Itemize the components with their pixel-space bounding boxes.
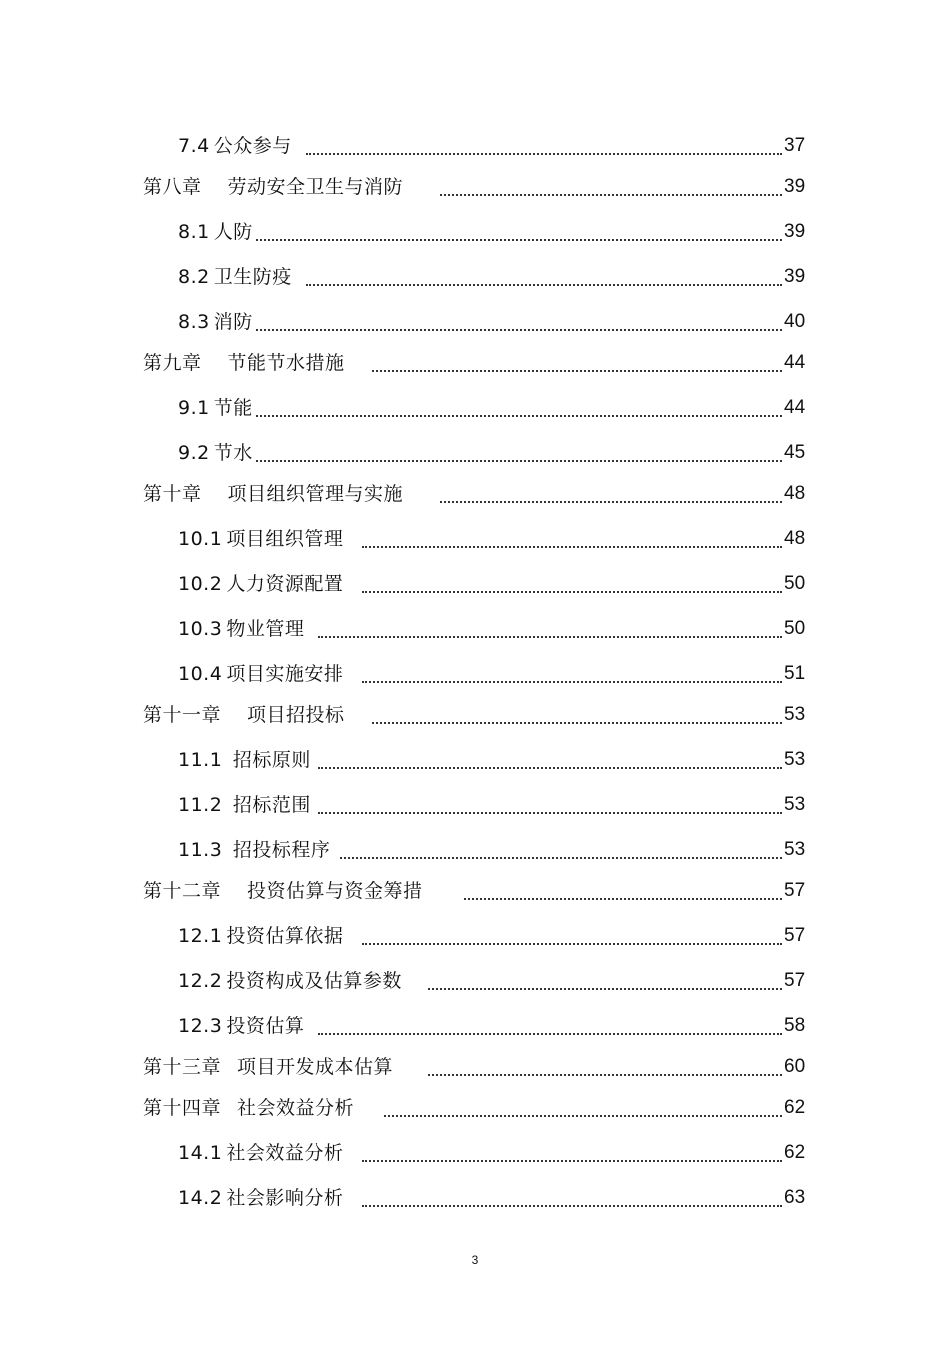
toc-entry-title: 社会影响分析 (226, 1187, 344, 1209)
dot-leader (362, 1205, 782, 1207)
toc-entry-label (143, 172, 403, 202)
toc-entry-number: 12.2 (178, 970, 223, 992)
toc-entry-label (178, 921, 343, 951)
toc-entry-number: 11.2 (178, 794, 223, 816)
toc-entry-page: 39 (784, 176, 806, 197)
toc-entry-page: 39 (784, 266, 806, 287)
toc-entry[interactable] (0, 131, 950, 161)
toc-entry-number: 9.2 (178, 442, 210, 464)
toc-entry-title: 消防 (213, 311, 253, 333)
toc-entry-page: 62 (784, 1097, 806, 1118)
toc-entry[interactable] (0, 1138, 950, 1168)
toc-entry-label (178, 966, 402, 996)
toc-entry[interactable] (0, 348, 950, 378)
toc-entry-title: 投资估算 (226, 1015, 305, 1037)
toc-entry-number: 8.1 (178, 221, 210, 243)
toc-entry-label (178, 790, 311, 820)
toc-entry-title: 招标原则 (232, 749, 311, 771)
toc-entry-page: 44 (784, 352, 806, 373)
dot-leader (256, 415, 782, 417)
toc-entry[interactable] (0, 524, 950, 554)
toc-entry-title: 投资估算与资金筹措 (247, 880, 423, 902)
toc-entry-label (143, 700, 345, 730)
toc-entry[interactable] (0, 966, 950, 996)
toc-entry-title: 投资估算依据 (226, 925, 344, 947)
dot-leader (362, 943, 782, 945)
toc-entry-label (178, 835, 330, 865)
toc-entry-label (178, 614, 304, 644)
toc-entry[interactable] (0, 172, 950, 202)
toc-entry[interactable] (0, 569, 950, 599)
toc-entry[interactable] (0, 393, 950, 423)
toc-entry-title: 节能节水措施 (227, 352, 345, 374)
dot-leader (306, 153, 782, 155)
toc-entry-label (143, 348, 345, 378)
toc-entry-number: 8.3 (178, 311, 210, 333)
toc-entry-page: 57 (784, 925, 806, 946)
toc-entry-label (178, 659, 343, 689)
toc-entry-title: 招标范围 (232, 794, 311, 816)
toc-entry-number: 第八章 (143, 176, 202, 198)
toc-entry-page: 50 (784, 573, 806, 594)
dot-leader (318, 1033, 782, 1035)
toc-entry-title: 物业管理 (226, 618, 305, 640)
toc-entry-page: 45 (784, 442, 806, 463)
toc-entry-number: 14.1 (178, 1142, 223, 1164)
toc-entry-number: 第十三章 (143, 1056, 222, 1078)
toc-entry-title: 项目组织管理 (226, 528, 344, 550)
dot-leader (384, 1115, 782, 1117)
toc-entry[interactable] (0, 262, 950, 292)
toc-entry-number: 10.3 (178, 618, 223, 640)
toc-entry-page: 51 (784, 663, 806, 684)
toc-entry-number: 12.1 (178, 925, 223, 947)
toc-entry-label (143, 876, 423, 906)
toc-entry[interactable] (0, 614, 950, 644)
toc-entry-number: 11.1 (178, 749, 223, 771)
toc-entry-title: 人力资源配置 (226, 573, 344, 595)
toc-entry[interactable] (0, 307, 950, 337)
toc-entry-title: 劳动安全卫生与消防 (227, 176, 404, 198)
dot-leader (362, 591, 782, 593)
toc-entry-label (178, 393, 253, 423)
toc-entry-page: 63 (784, 1187, 806, 1208)
toc-entry-number: 10.1 (178, 528, 223, 550)
toc-entry-page: 62 (784, 1142, 806, 1163)
toc-entry-number: 10.2 (178, 573, 223, 595)
toc-entry-page: 48 (784, 483, 806, 504)
toc-entry-label (178, 745, 311, 775)
toc-entry-page: 57 (784, 880, 806, 901)
toc-entry-page: 44 (784, 397, 806, 418)
toc-entry-label (143, 1052, 393, 1082)
toc-entry-page: 40 (784, 311, 806, 332)
toc-entry[interactable] (0, 876, 950, 906)
toc-entry-page: 53 (784, 749, 806, 770)
dot-leader (372, 370, 782, 372)
dot-leader (440, 194, 782, 196)
toc-entry-number: 9.1 (178, 397, 210, 419)
toc-entry-title: 招投标程序 (232, 839, 331, 861)
toc-entry-label (178, 438, 253, 468)
toc-entry-label (178, 307, 253, 337)
toc-entry-page: 48 (784, 528, 806, 549)
toc-entry-page: 39 (784, 221, 806, 242)
dot-leader (362, 681, 782, 683)
toc-entry-title: 社会效益分析 (237, 1097, 355, 1119)
toc-entry-title: 人防 (213, 221, 253, 243)
toc-entry-title: 项目实施安排 (226, 663, 344, 685)
dot-leader (318, 812, 782, 814)
toc-entry-page: 50 (784, 618, 806, 639)
toc-entry-number: 10.4 (178, 663, 223, 685)
toc-entry[interactable] (0, 921, 950, 951)
toc-entry-title: 节水 (213, 442, 253, 464)
toc-entry-label (178, 524, 343, 554)
toc-entry-page: 53 (784, 704, 806, 725)
toc-entry-label (178, 1138, 343, 1168)
toc-entry-label (143, 1093, 354, 1123)
toc-entry-number: 第十四章 (143, 1097, 222, 1119)
toc-entry[interactable] (0, 835, 950, 865)
toc-entry-label (178, 217, 253, 247)
toc-entry[interactable] (0, 700, 950, 730)
toc-entry-label (178, 131, 292, 161)
dot-leader (318, 767, 782, 769)
toc-entry-page: 53 (784, 839, 806, 860)
toc-entry-title: 项目招投标 (247, 704, 345, 726)
toc-entry-page: 53 (784, 794, 806, 815)
toc-entry-title: 卫生防疫 (213, 266, 292, 288)
toc-entry-number: 第十一章 (143, 704, 222, 726)
dot-leader (362, 1160, 782, 1162)
toc-entry-label (178, 262, 292, 292)
toc-entry-label (178, 1011, 304, 1041)
toc-entry-page: 37 (784, 135, 806, 156)
toc-entry-number: 7.4 (178, 135, 210, 157)
toc-entry[interactable] (0, 479, 950, 509)
dot-leader (440, 501, 782, 503)
dot-leader (362, 546, 782, 548)
toc-entry[interactable] (0, 1011, 950, 1041)
toc-entry[interactable] (0, 1093, 950, 1123)
page-number: 3 (471, 1253, 479, 1267)
dot-leader (256, 239, 782, 241)
dot-leader (428, 988, 782, 990)
toc-entry-title: 节能 (213, 397, 253, 419)
dot-leader (428, 1074, 782, 1076)
toc-entry-label (178, 569, 343, 599)
toc-entry-number: 14.2 (178, 1187, 223, 1209)
toc-entry[interactable] (0, 790, 950, 820)
toc-entry-page: 58 (784, 1015, 806, 1036)
toc-entry-title: 社会效益分析 (226, 1142, 344, 1164)
toc-entry[interactable] (0, 217, 950, 247)
toc-entry-page: 60 (784, 1056, 806, 1077)
toc-entry-number: 第十章 (143, 483, 202, 505)
toc-entry-number: 第九章 (143, 352, 202, 374)
toc-entry-title: 项目开发成本估算 (237, 1056, 394, 1078)
dot-leader (256, 329, 782, 331)
dot-leader (372, 722, 782, 724)
toc-entry-title: 公众参与 (213, 135, 292, 157)
toc-entry[interactable] (0, 659, 950, 689)
toc-entry-page: 57 (784, 970, 806, 991)
dot-leader (256, 460, 782, 462)
toc-entry-title: 投资构成及估算参数 (226, 970, 402, 992)
toc-entry[interactable] (0, 438, 950, 468)
toc-entry-number: 8.2 (178, 266, 210, 288)
toc-entry[interactable] (0, 1052, 950, 1082)
dot-leader (340, 857, 782, 859)
toc-entry-number: 第十二章 (143, 880, 222, 902)
toc-entry[interactable] (0, 745, 950, 775)
toc-entry-title: 项目组织管理与实施 (227, 483, 404, 505)
dot-leader (306, 284, 782, 286)
toc-entry-number: 12.3 (178, 1015, 223, 1037)
dot-leader (318, 636, 782, 638)
toc-entry-number: 11.3 (178, 839, 223, 861)
toc-entry-label (178, 1183, 343, 1213)
toc-entry-label (143, 479, 403, 509)
dot-leader (464, 898, 782, 900)
toc-entry[interactable] (0, 1183, 950, 1213)
